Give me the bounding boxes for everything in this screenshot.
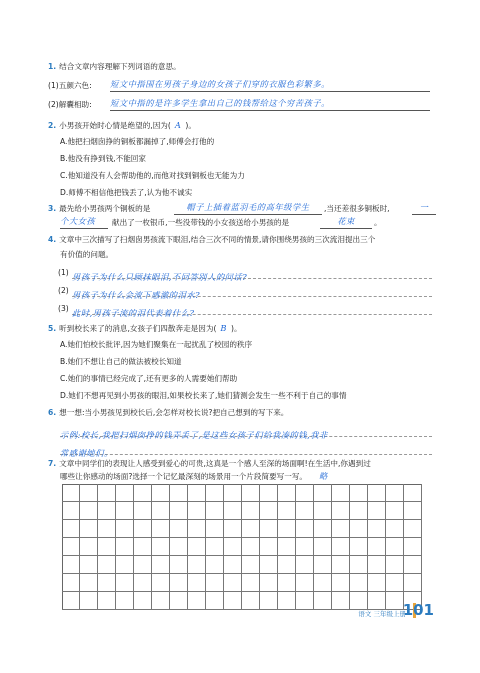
grid-cell[interactable]: [98, 502, 116, 520]
grid-cell[interactable]: [62, 592, 80, 610]
grid-cell[interactable]: [386, 556, 404, 574]
grid-cell[interactable]: [350, 574, 368, 592]
grid-cell[interactable]: [242, 556, 260, 574]
grid-cell[interactable]: [386, 520, 404, 538]
grid-cell[interactable]: [188, 538, 206, 556]
q2-option-a: A.他把扫烟囱挣的铜板都漏掉了,师傅会打他的: [60, 137, 215, 146]
q4-answer-1-line[interactable]: [72, 265, 432, 282]
grid-cell[interactable]: [62, 520, 80, 538]
footer-subject: 语文 三年级上册: [358, 610, 406, 618]
grid-cell[interactable]: [188, 574, 206, 592]
grid-cell[interactable]: [152, 538, 170, 556]
grid-cell[interactable]: [152, 520, 170, 538]
handwritten-answer: 男孩子为什么会流下感激的泪水?: [72, 290, 201, 300]
grid-cell[interactable]: [314, 556, 332, 574]
grid-cell[interactable]: [242, 574, 260, 592]
grid-cell[interactable]: [350, 538, 368, 556]
q6-answer-line-2[interactable]: [60, 441, 432, 458]
grid-cell[interactable]: [206, 520, 224, 538]
grid-cell[interactable]: [206, 574, 224, 592]
grid-cell[interactable]: [80, 592, 98, 610]
grid-cell[interactable]: [278, 574, 296, 592]
grid-cell[interactable]: [116, 538, 134, 556]
q3-answer-3-line[interactable]: [320, 215, 372, 229]
grid-cell[interactable]: [242, 592, 260, 610]
q2-option-d: D.师傅不相信他把钱丢了,认为他不诚实: [60, 188, 193, 197]
grid-cell[interactable]: [170, 484, 188, 502]
grid-cell[interactable]: [116, 484, 134, 502]
grid-cell[interactable]: [296, 592, 314, 610]
grid-cell[interactable]: [332, 592, 350, 610]
grid-cell[interactable]: [206, 538, 224, 556]
grid-cell[interactable]: [368, 484, 386, 502]
grid-cell[interactable]: [386, 484, 404, 502]
question-7: [48, 459, 371, 469]
grid-cell[interactable]: [350, 556, 368, 574]
grid-cell[interactable]: [296, 484, 314, 502]
grid-cell[interactable]: [332, 484, 350, 502]
handwritten-answer: 示例:校长,我把扫烟囱挣的钱弄丢了,是这些女孩子们给我凑的钱,我非: [60, 430, 328, 440]
grid-cell[interactable]: [260, 592, 278, 610]
grid-cell[interactable]: [116, 556, 134, 574]
grid-cell[interactable]: [242, 520, 260, 538]
question-2: [48, 120, 196, 131]
grid-cell[interactable]: [350, 520, 368, 538]
grid-cell[interactable]: [98, 538, 116, 556]
item-label: (2)解囊相助:: [48, 100, 92, 109]
grid-cell[interactable]: [134, 502, 152, 520]
grid-cell[interactable]: [80, 520, 98, 538]
grid-cell[interactable]: [368, 502, 386, 520]
question-4: [48, 235, 375, 245]
grid-cell[interactable]: [350, 502, 368, 520]
grid-cell[interactable]: [314, 574, 332, 592]
grid-cell[interactable]: [386, 592, 404, 610]
grid-cell[interactable]: [206, 502, 224, 520]
grid-cell[interactable]: [278, 520, 296, 538]
q3-answer-2a-line[interactable]: [412, 201, 436, 215]
grid-cell[interactable]: [260, 574, 278, 592]
grid-cell[interactable]: [170, 538, 188, 556]
grid-cell[interactable]: [314, 484, 332, 502]
handwritten-answer: 帽子上插着蓝羽毛的高年级学生: [186, 202, 310, 212]
question-text: 听到校长来了的消息,女孩子们四散奔走是因为(: [59, 324, 217, 333]
question-text: 最先给小男孩两个铜板的是: [59, 204, 151, 213]
grid-cell[interactable]: [404, 520, 422, 538]
question-3: [48, 204, 150, 214]
writing-grid[interactable]: [62, 484, 422, 610]
handwritten-answer: 男孩子为什么只顾抹眼泪,不回答别人的问话?: [72, 272, 248, 282]
grid-cell[interactable]: [170, 520, 188, 538]
q5-option-c: C.她们的事情已经完成了,还有更多的人需要她们帮助: [60, 374, 238, 383]
grid-cell[interactable]: [332, 574, 350, 592]
grid-cell[interactable]: [278, 556, 296, 574]
q6-answer-line-1[interactable]: [60, 423, 432, 440]
grid-cell[interactable]: [404, 502, 422, 520]
grid-cell[interactable]: [134, 538, 152, 556]
grid-cell[interactable]: [368, 538, 386, 556]
grid-cell[interactable]: [404, 574, 422, 592]
grid-cell[interactable]: [80, 484, 98, 502]
grid-cell[interactable]: [350, 484, 368, 502]
q2-option-b: B.他没有挣到钱,不能回家: [60, 154, 146, 163]
question-text: 文章中同学们的表现让人感受到爱心的可贵,这真是一个感人至深的场面啊!在生活中,你遇到过: [59, 459, 371, 468]
grid-cell[interactable]: [98, 520, 116, 538]
q3-answer-2b-line[interactable]: [60, 215, 108, 229]
grid-cell[interactable]: [332, 556, 350, 574]
grid-cell[interactable]: [278, 538, 296, 556]
question-text-end: )。: [231, 324, 242, 333]
q1-answer-a-line[interactable]: [110, 78, 430, 92]
grid-cell[interactable]: [332, 502, 350, 520]
grid-cell[interactable]: [314, 502, 332, 520]
q4-answer-1-label: (1): [58, 268, 69, 277]
handwritten-answer: 个大女孩: [60, 216, 96, 226]
grid-cell[interactable]: [116, 574, 134, 592]
grid-cell[interactable]: [368, 556, 386, 574]
handwritten-answer: 此时,男孩子流的泪代表着什么?: [72, 308, 195, 318]
grid-cell[interactable]: [134, 484, 152, 502]
grid-cell[interactable]: [314, 592, 332, 610]
grid-cell[interactable]: [386, 574, 404, 592]
grid-cell[interactable]: [206, 484, 224, 502]
grid-cell[interactable]: [134, 574, 152, 592]
grid-cell[interactable]: [224, 574, 242, 592]
question-number: 2.: [48, 121, 57, 130]
grid-cell[interactable]: [62, 556, 80, 574]
grid-cell[interactable]: [278, 502, 296, 520]
grid-cell[interactable]: [80, 574, 98, 592]
grid-cell[interactable]: [242, 502, 260, 520]
question-text-end: )。: [185, 121, 196, 130]
grid-cell[interactable]: [116, 502, 134, 520]
grid-cell[interactable]: [242, 538, 260, 556]
grid-cell[interactable]: [170, 574, 188, 592]
question-text: 想一想:当小男孩见到校长后,会怎样对校长说?把自己想到的写下来。: [59, 408, 289, 417]
grid-cell[interactable]: [206, 556, 224, 574]
grid-cell[interactable]: [116, 592, 134, 610]
grid-cell[interactable]: [62, 502, 80, 520]
grid-cell[interactable]: [314, 520, 332, 538]
handwritten-answer[interactable]: A: [174, 120, 182, 130]
handwritten-answer: 略: [319, 471, 328, 481]
grid-cell[interactable]: [260, 502, 278, 520]
q5-option-d: D.她们不想再见到小男孩的眼泪,如果校长来了,她们猜测会发生一些不利于自己的事情: [60, 391, 347, 400]
grid-cell[interactable]: [404, 484, 422, 502]
grid-cell[interactable]: [260, 556, 278, 574]
grid-cell[interactable]: [278, 484, 296, 502]
grid-cell[interactable]: [278, 592, 296, 610]
grid-cell[interactable]: [296, 574, 314, 592]
item-label: (1)五颜六色:: [48, 81, 92, 90]
grid-cell[interactable]: [224, 520, 242, 538]
q5-option-a: A.她们怕校长批评,因为她们聚集在一起扰乱了校园的秩序: [60, 340, 253, 349]
question-text: 小男孩开始时心情是绝望的,因为(: [59, 121, 171, 130]
handwritten-answer: 花束: [337, 216, 355, 226]
grid-cell[interactable]: [224, 502, 242, 520]
question-number: 3.: [48, 204, 57, 213]
grid-cell[interactable]: [98, 592, 116, 610]
grid-cell[interactable]: [170, 502, 188, 520]
q3-text-3: 献出了一枚银币,一些没带钱的小女孩送给小男孩的是: [112, 218, 290, 227]
grid-cell[interactable]: [98, 556, 116, 574]
q4-answer-3-line[interactable]: [72, 301, 432, 318]
handwritten-answer: 短文中指的是许多学生拿出自己的钱帮给这个穷苦孩子。: [110, 98, 330, 108]
grid-cell[interactable]: [152, 556, 170, 574]
grid-cell[interactable]: [242, 484, 260, 502]
grid-cell[interactable]: [386, 502, 404, 520]
question-6: [48, 408, 288, 418]
grid-cell[interactable]: [152, 502, 170, 520]
handwritten-answer[interactable]: B: [220, 323, 228, 333]
grid-cell[interactable]: [260, 520, 278, 538]
grid-cell[interactable]: [170, 556, 188, 574]
grid-cell[interactable]: [188, 520, 206, 538]
grid-cell[interactable]: [368, 520, 386, 538]
grid-cell[interactable]: [62, 538, 80, 556]
q3-text-4: 。: [374, 218, 382, 227]
grid-cell[interactable]: [296, 520, 314, 538]
grid-cell[interactable]: [368, 574, 386, 592]
q4-answer-2-line[interactable]: [72, 283, 432, 300]
question-5: [48, 323, 242, 334]
grid-cell[interactable]: [98, 484, 116, 502]
grid-cell[interactable]: [188, 592, 206, 610]
q1-answer-b-line[interactable]: [110, 97, 430, 111]
grid-cell[interactable]: [134, 592, 152, 610]
grid-cell[interactable]: [296, 502, 314, 520]
grid-cell[interactable]: [314, 538, 332, 556]
question-text: 哪些让你感动的场面?选择一个记忆最深刻的场景用一个片段简要写一写。: [60, 472, 308, 481]
handwritten-answer: 常感谢她们。: [60, 448, 113, 458]
grid-cell[interactable]: [152, 592, 170, 610]
question-text: 文章中三次描写了扫烟囱男孩流下眼泪,结合三次不同的情景,请你围绕男孩的三次流泪提出三个: [59, 235, 376, 244]
grid-cell[interactable]: [224, 538, 242, 556]
grid-cell[interactable]: [260, 484, 278, 502]
question-4-cont: 有价值的问题。: [60, 250, 114, 259]
grid-cell[interactable]: [350, 592, 368, 610]
grid-cell[interactable]: [170, 592, 188, 610]
question-1: [48, 62, 181, 72]
question-text: 结合文章内容理解下列词语的意思。: [59, 62, 181, 71]
grid-cell[interactable]: [332, 538, 350, 556]
handwritten-answer: 短文中指围在男孩子身边的女孩子们穿的衣服色彩繁多。: [110, 79, 330, 89]
grid-cell[interactable]: [296, 538, 314, 556]
q1-item-a: [48, 81, 92, 91]
grid-cell[interactable]: [206, 592, 224, 610]
grid-cell[interactable]: [188, 484, 206, 502]
grid-cell[interactable]: [296, 556, 314, 574]
grid-cell[interactable]: [152, 484, 170, 502]
q3-answer-1-line[interactable]: [174, 201, 322, 215]
grid-cell[interactable]: [134, 556, 152, 574]
grid-cell[interactable]: [260, 538, 278, 556]
grid-cell[interactable]: [80, 502, 98, 520]
grid-cell[interactable]: [62, 574, 80, 592]
handwritten-answer: 一: [419, 202, 429, 212]
question-number: 7.: [48, 459, 57, 468]
grid-cell[interactable]: [404, 556, 422, 574]
grid-cell[interactable]: [62, 484, 80, 502]
q4-answer-2-label: (2): [58, 286, 69, 295]
question-number: 5.: [48, 324, 57, 333]
question-number: 1.: [48, 62, 57, 71]
page-number: 101: [402, 601, 434, 619]
grid-cell[interactable]: [332, 520, 350, 538]
q3-text-2: ,当还差很多铜板时,: [324, 204, 390, 213]
grid-cell[interactable]: [368, 592, 386, 610]
question-number: 4.: [48, 235, 57, 244]
q2-option-c: C.他知道没有人会帮助他的,而他对找到铜板也无能为力: [60, 171, 245, 180]
q1-item-b: [48, 100, 92, 110]
question-number: 6.: [48, 408, 57, 417]
grid-cell[interactable]: [224, 556, 242, 574]
grid-cell[interactable]: [224, 592, 242, 610]
q5-option-b: B.她们不想让自己的做法被校长知道: [60, 357, 182, 366]
grid-cell[interactable]: [134, 520, 152, 538]
grid-cell[interactable]: [224, 484, 242, 502]
grid-cell[interactable]: [98, 574, 116, 592]
grid-cell[interactable]: [404, 538, 422, 556]
grid-cell[interactable]: [188, 556, 206, 574]
grid-cell[interactable]: [80, 556, 98, 574]
grid-cell[interactable]: [386, 538, 404, 556]
grid-cell[interactable]: [152, 574, 170, 592]
grid-cell[interactable]: [116, 520, 134, 538]
question-7-cont: [60, 471, 328, 482]
q4-answer-3-label: (3): [58, 304, 69, 313]
grid-cell[interactable]: [80, 538, 98, 556]
grid-cell[interactable]: [188, 502, 206, 520]
